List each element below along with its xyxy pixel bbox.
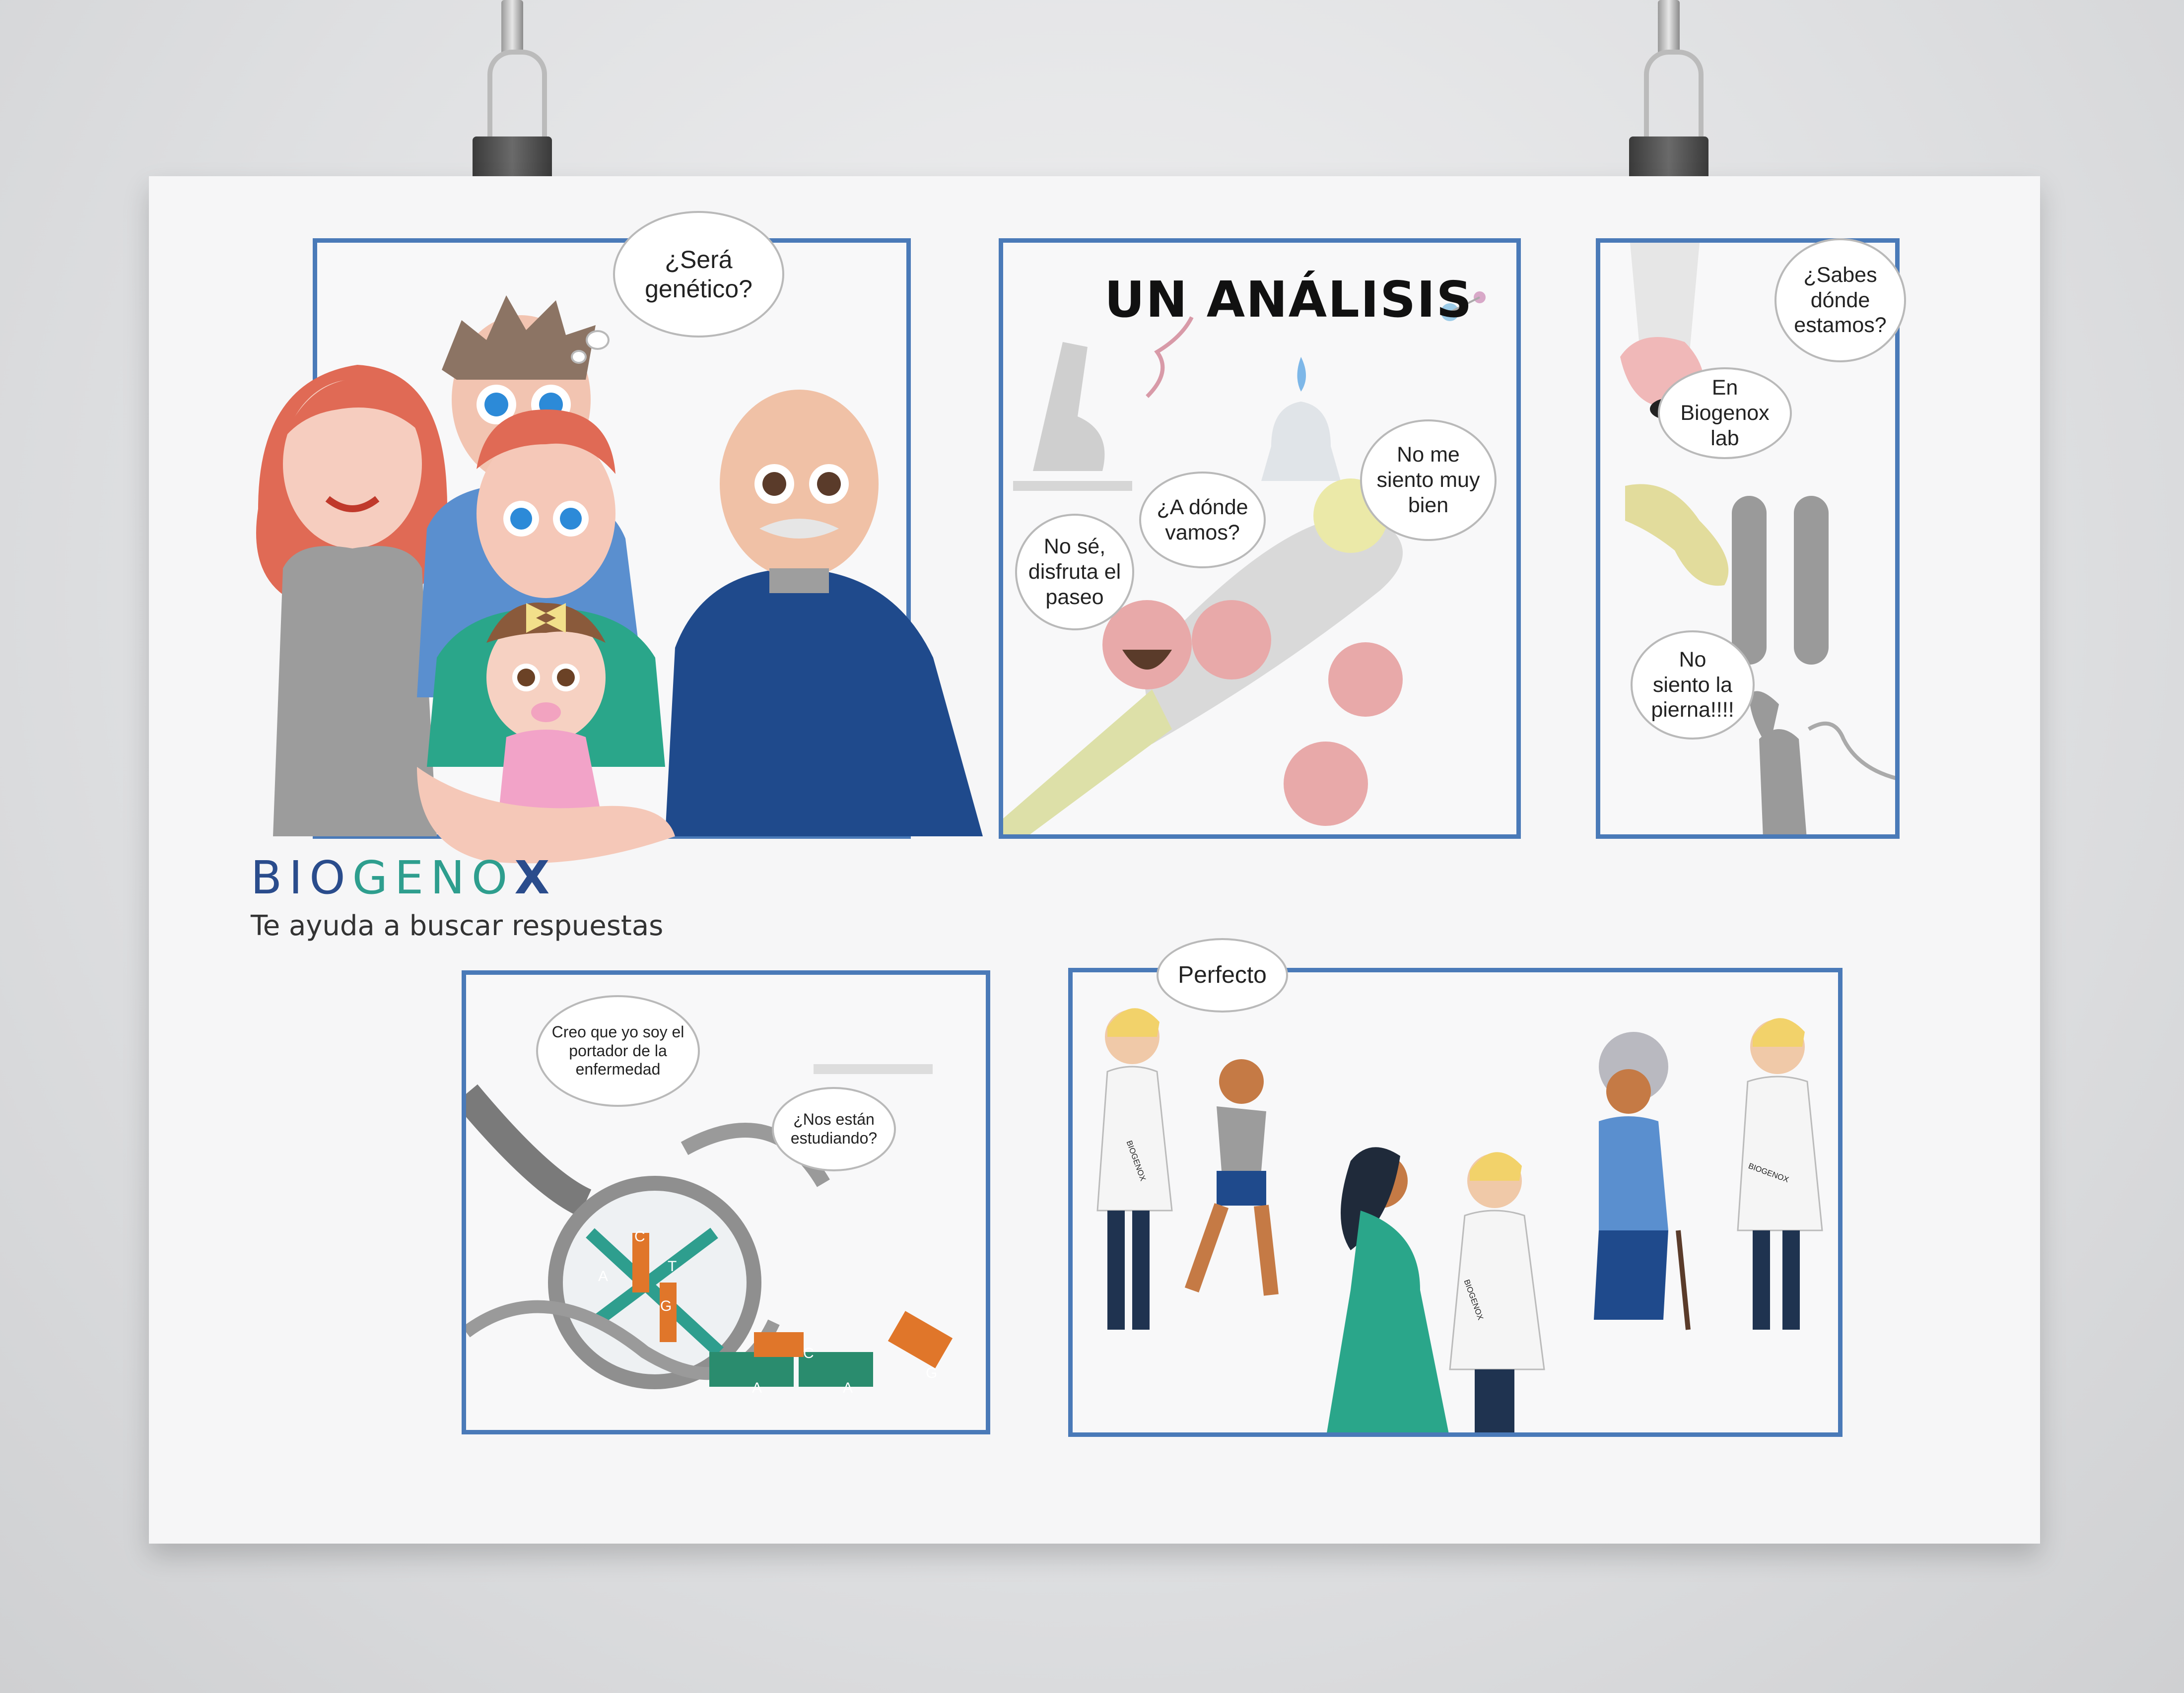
dna-letter-3: A xyxy=(598,1268,609,1285)
dna-letter-2: T xyxy=(668,1258,677,1275)
hanger-rod-left xyxy=(501,0,523,55)
biogenox-logo xyxy=(251,851,556,904)
bubble-a-donde-vamos xyxy=(1139,472,1266,568)
hanger-rod-right xyxy=(1658,0,1680,55)
logo-part-bio: BIO xyxy=(251,851,352,904)
bubble-a-donde-text: ¿A dónde vamos? xyxy=(1157,495,1248,544)
bubble-perfecto-text: Perfecto xyxy=(1178,961,1267,988)
dna-letter-4: G xyxy=(660,1298,672,1314)
logo-part-x-dna: X xyxy=(514,851,557,904)
dna-letter-1: C xyxy=(634,1228,645,1245)
thought-text: ¿Será genético? xyxy=(645,245,752,303)
bubble-no-se xyxy=(1015,514,1134,630)
clip-wire-right xyxy=(1644,50,1704,149)
bubble-sabes-donde xyxy=(1774,238,1906,362)
tagline: Te ayuda a buscar respuestas xyxy=(251,910,664,942)
clip-wire-left xyxy=(487,50,547,149)
lab-illustration xyxy=(1073,972,1843,1437)
bubble-en-biogenox xyxy=(1658,367,1792,459)
coat-label-3: BIOGENOX xyxy=(1747,1161,1790,1185)
panel-lab xyxy=(1068,968,1843,1437)
thought-dot-1 xyxy=(586,330,610,350)
analysis-title: UN ANÁLISIS xyxy=(1104,271,1473,329)
thought-bubble-genetico xyxy=(613,211,784,338)
dna-letter-5: A xyxy=(752,1380,762,1396)
coat-label-1: BIOGENOX xyxy=(1124,1139,1147,1182)
coat-label-2: BIOGENOX xyxy=(1462,1278,1485,1321)
dna-letter-7: A xyxy=(843,1380,853,1396)
bubble-sabes-text: ¿Sabes dónde estamos? xyxy=(1794,263,1887,338)
logo-part-geno: GENO xyxy=(352,851,515,904)
family-illustration xyxy=(228,251,973,946)
bubble-perfecto xyxy=(1157,938,1288,1013)
bubble-en-biogenox-text: En Biogenox lab xyxy=(1680,376,1770,450)
dna-letter-8: G xyxy=(926,1365,938,1381)
thought-dot-2 xyxy=(571,350,587,364)
bubble-no-siento-pierna xyxy=(1631,630,1755,740)
dna-letter-6: C xyxy=(803,1345,814,1361)
poster xyxy=(149,176,2040,1544)
bubble-no-siento-text: No siento la pierna!!!! xyxy=(1651,647,1734,722)
bubble-estudiando-text: ¿Nos están estudiando? xyxy=(790,1110,878,1147)
bubble-portador xyxy=(536,995,700,1107)
bubble-estudiando xyxy=(772,1087,896,1171)
bubble-no-me-siento xyxy=(1360,419,1497,541)
bubble-portador-text: Creo que yo soy el portador de la enfermedad xyxy=(551,1022,684,1079)
bubble-no-se-text: No sé, disfruta el paseo xyxy=(1028,535,1121,609)
bubble-no-me-siento-text: No me siento muy bien xyxy=(1376,443,1480,517)
